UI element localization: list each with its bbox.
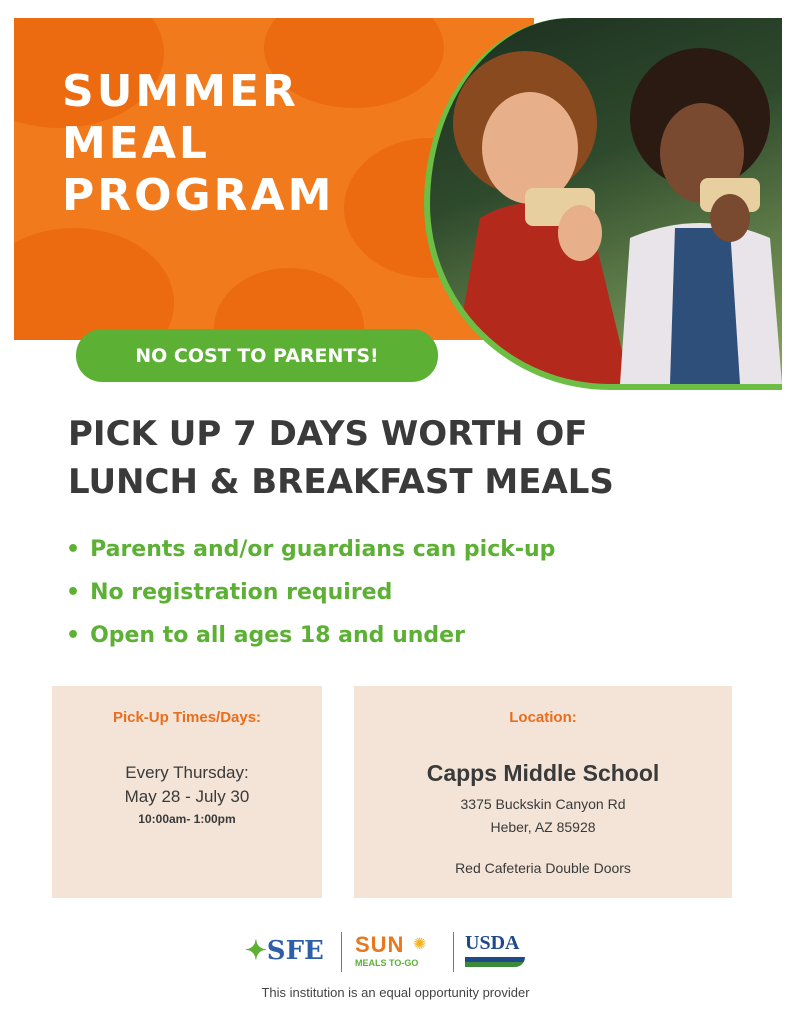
decor-blob: [14, 228, 174, 340]
bullet-icon: •: [66, 580, 81, 605]
street-address: 3375 Buckskin Canyon Rd: [460, 796, 626, 812]
no-cost-badge: NO COST TO PARENTS!: [76, 329, 438, 382]
pickup-heading: Pick-Up Times/Days:: [112, 709, 262, 726]
pickup-dates: May 28 - July 30: [124, 787, 250, 806]
usda-logo: [465, 932, 525, 967]
school-name: Capps Middle School: [426, 760, 660, 786]
usda-logo-text: USDA: [465, 932, 520, 954]
bullet-icon: •: [66, 623, 81, 648]
list-item: [66, 571, 555, 614]
sun-logo-text: SUN: [355, 932, 405, 957]
list-item-text: Open to all ages 18 and under: [90, 623, 465, 648]
location-heading: Location:: [509, 709, 577, 726]
city-address: Heber, AZ 85928: [490, 819, 596, 835]
location-card: [354, 686, 732, 898]
pickup-hours: 10:00am- 1:00pm: [138, 812, 236, 826]
pickup-day: Every Thursday:: [125, 763, 249, 782]
program-title: SUMMER MEAL PROGRAM: [62, 66, 335, 221]
list-item-text: Parents and/or guardians can pick-up: [90, 537, 556, 562]
sun-icon: ✺: [413, 936, 427, 953]
hero-banner: [14, 18, 774, 380]
usda-swoosh-icon: [465, 957, 525, 967]
kids-photo: [424, 18, 782, 390]
sfe-mark-icon: ✦: [245, 936, 267, 966]
entrance-note: Red Cafeteria Double Doors: [455, 860, 631, 876]
logo-divider: [453, 932, 454, 972]
list-item: [66, 614, 555, 657]
kids-eating-illustration: [430, 18, 782, 384]
list-item: [66, 528, 555, 571]
bullet-icon: •: [66, 537, 81, 562]
benefits-list: [66, 528, 555, 657]
list-item-text: No registration required: [90, 580, 393, 605]
sun-meals-logo: [355, 932, 440, 968]
sfe-logo-text: SFE: [266, 936, 324, 966]
sponsor-logos: [245, 928, 545, 978]
sfe-logo: [245, 936, 324, 966]
main-headline: PICK UP 7 DAYS WORTH OF LUNCH & BREAKFAST MEALS: [68, 414, 614, 502]
equal-opportunity-statement: This institution is an equal opportunity provider: [261, 985, 530, 1000]
pickup-times-card: [52, 686, 322, 898]
sun-logo-subtext: MEALS TO-GO: [355, 958, 419, 968]
logo-divider: [341, 932, 342, 972]
